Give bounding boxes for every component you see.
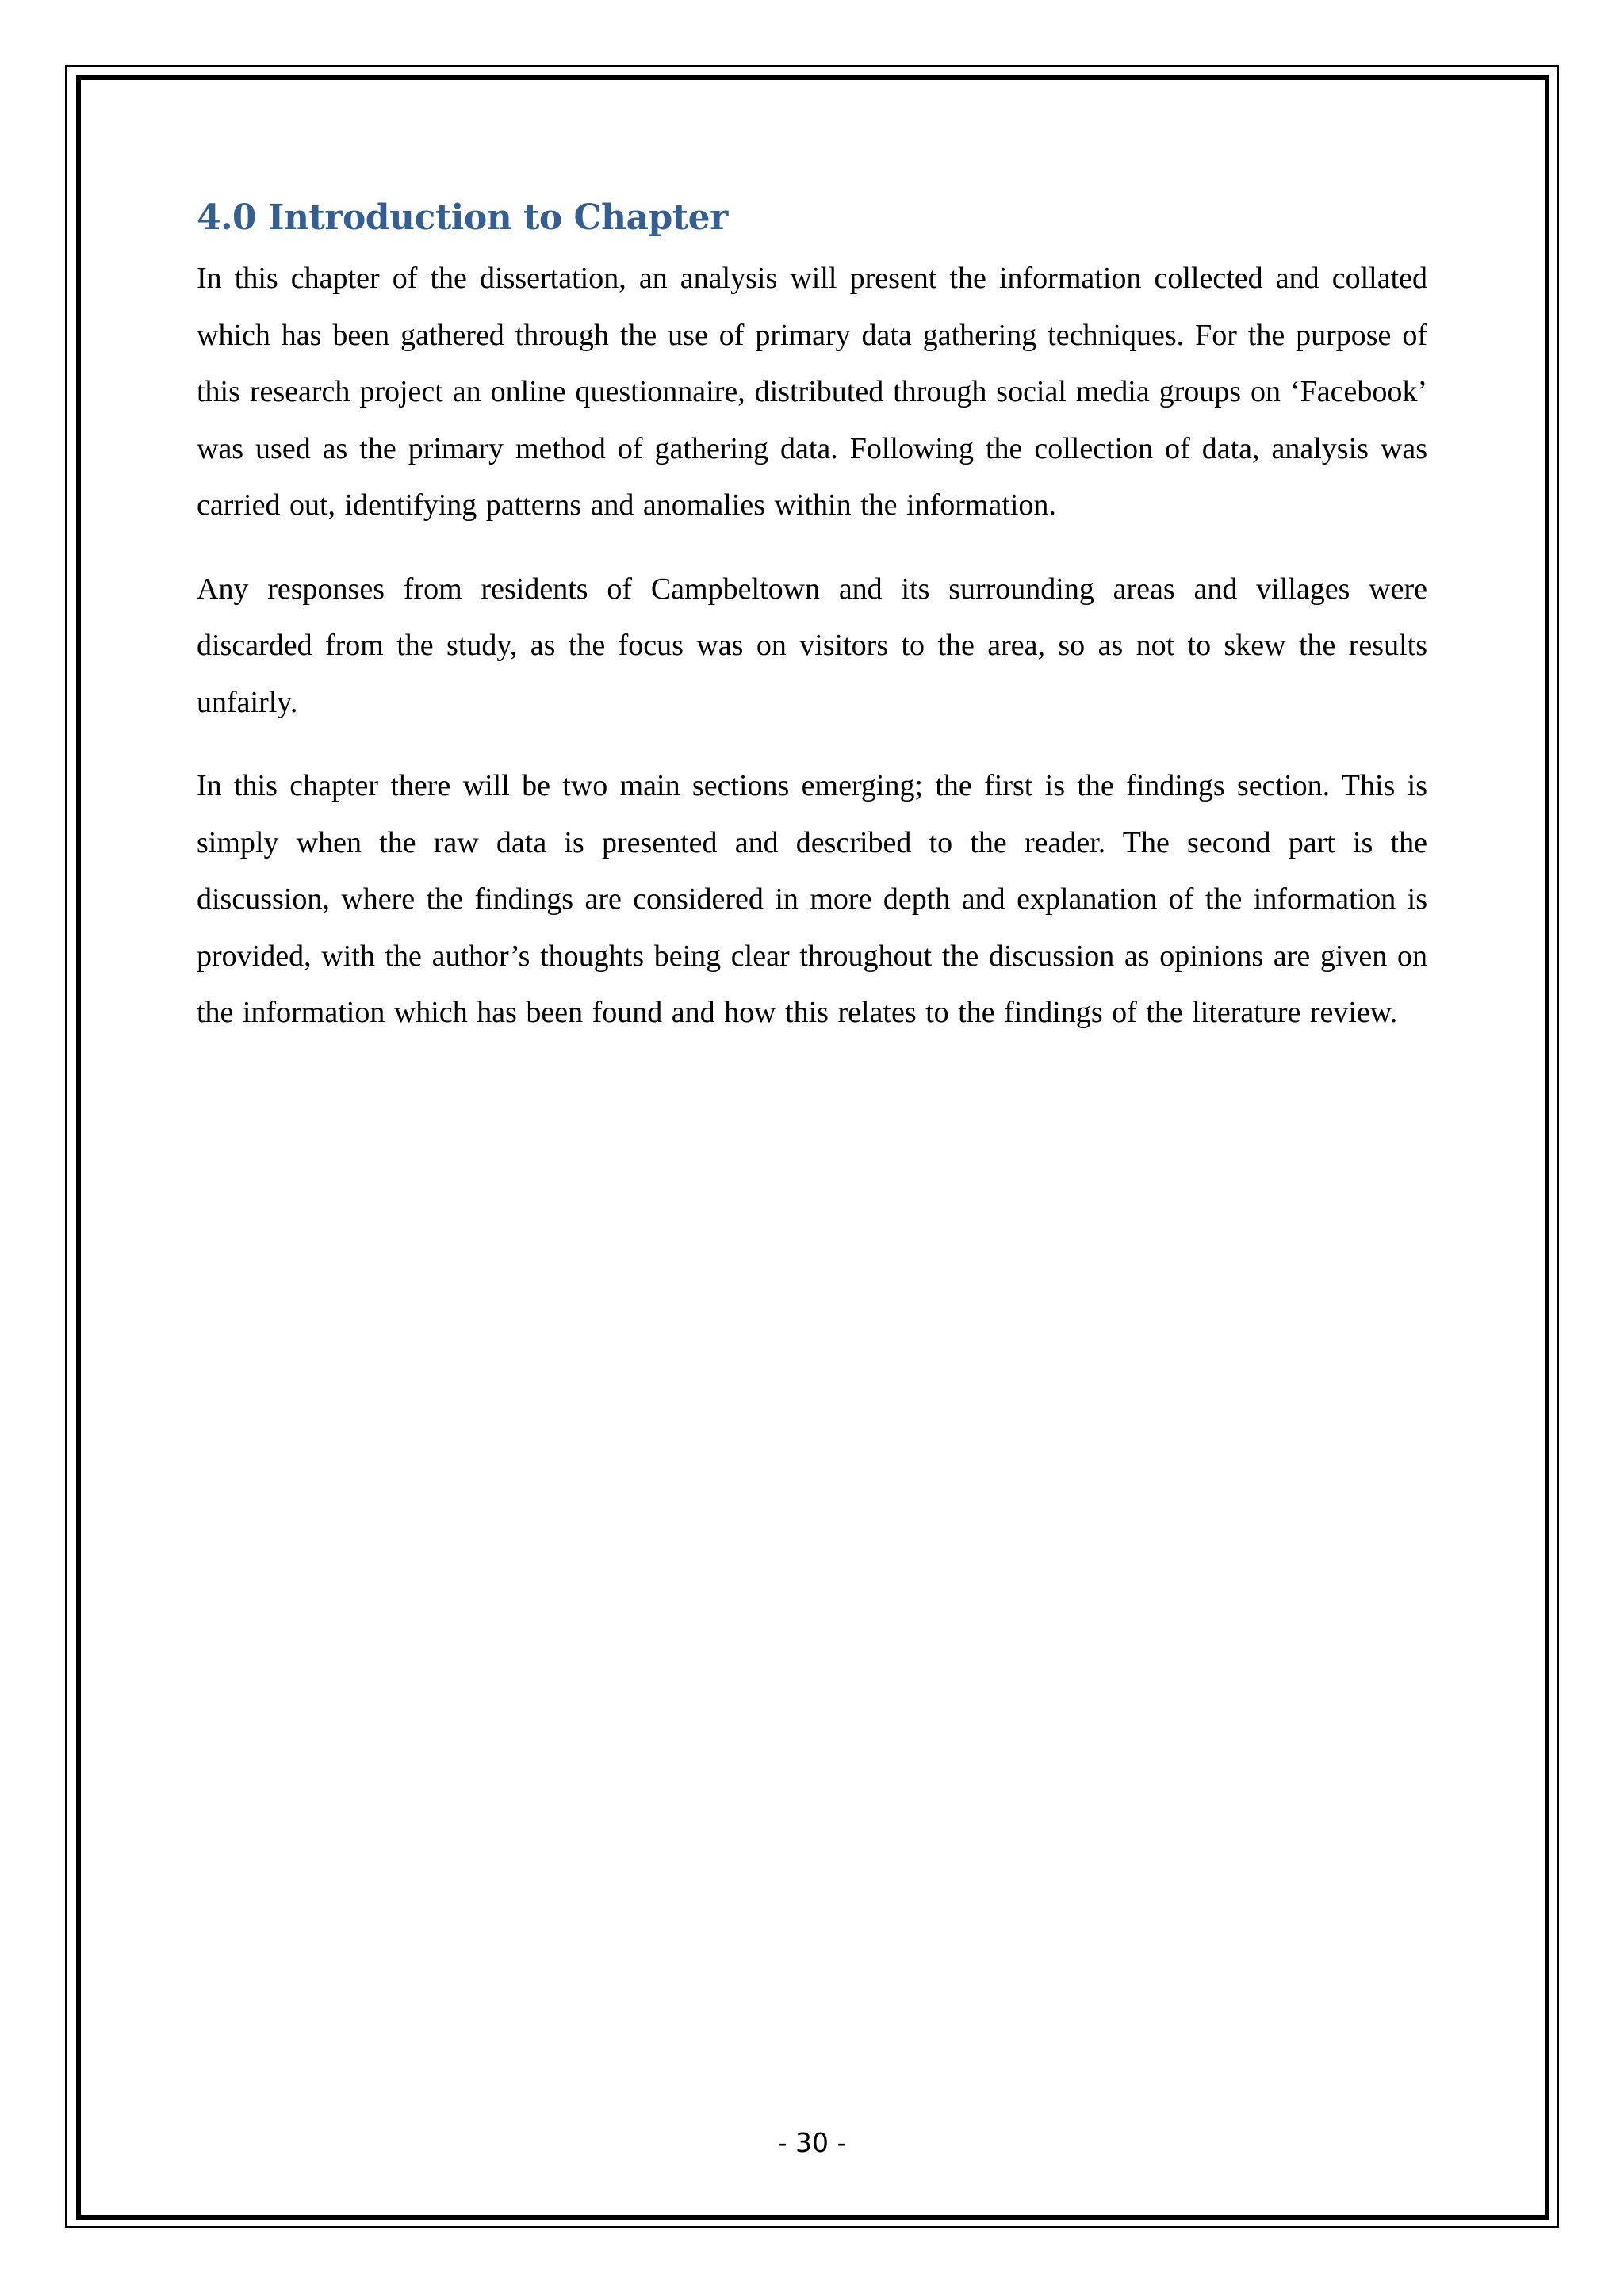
- chapter-heading: 4.0 Introduction to Chapter: [197, 197, 728, 238]
- page-number: - 30 -: [777, 2127, 847, 2158]
- paragraph-responses: Any responses from residents of Campbeltown and its surrounding areas and villages were discarded from the study, as the focus was on visitors to the area, so as not to skew the results unfairly.: [197, 572, 1427, 719]
- page-content: [197, 190, 1427, 1069]
- paragraph-sections: In this chapter there will be two main sections emerging; the first is the findings section. This is simply when the raw data is presented and described to the reader. The second part is the discussion, where the findings are considered in more depth and explanation of the information is provided, with the author’s thoughts being clear throughout the discussion as opinions are given on the information which has been found and how this relates to the findings of the literature review.: [197, 769, 1427, 1029]
- paragraph-intro: In this chapter of the dissertation, an analysis will present the information collected and collated which has been gathered through the use of primary data gathering techniques. For the purpose of this research project an online questionnaire, distributed through social media groups on ‘Facebook’ was used as the primary method of gathering data. Following the collection of data, analysis was carried out, identifying patterns and anomalies within the information.: [197, 262, 1427, 522]
